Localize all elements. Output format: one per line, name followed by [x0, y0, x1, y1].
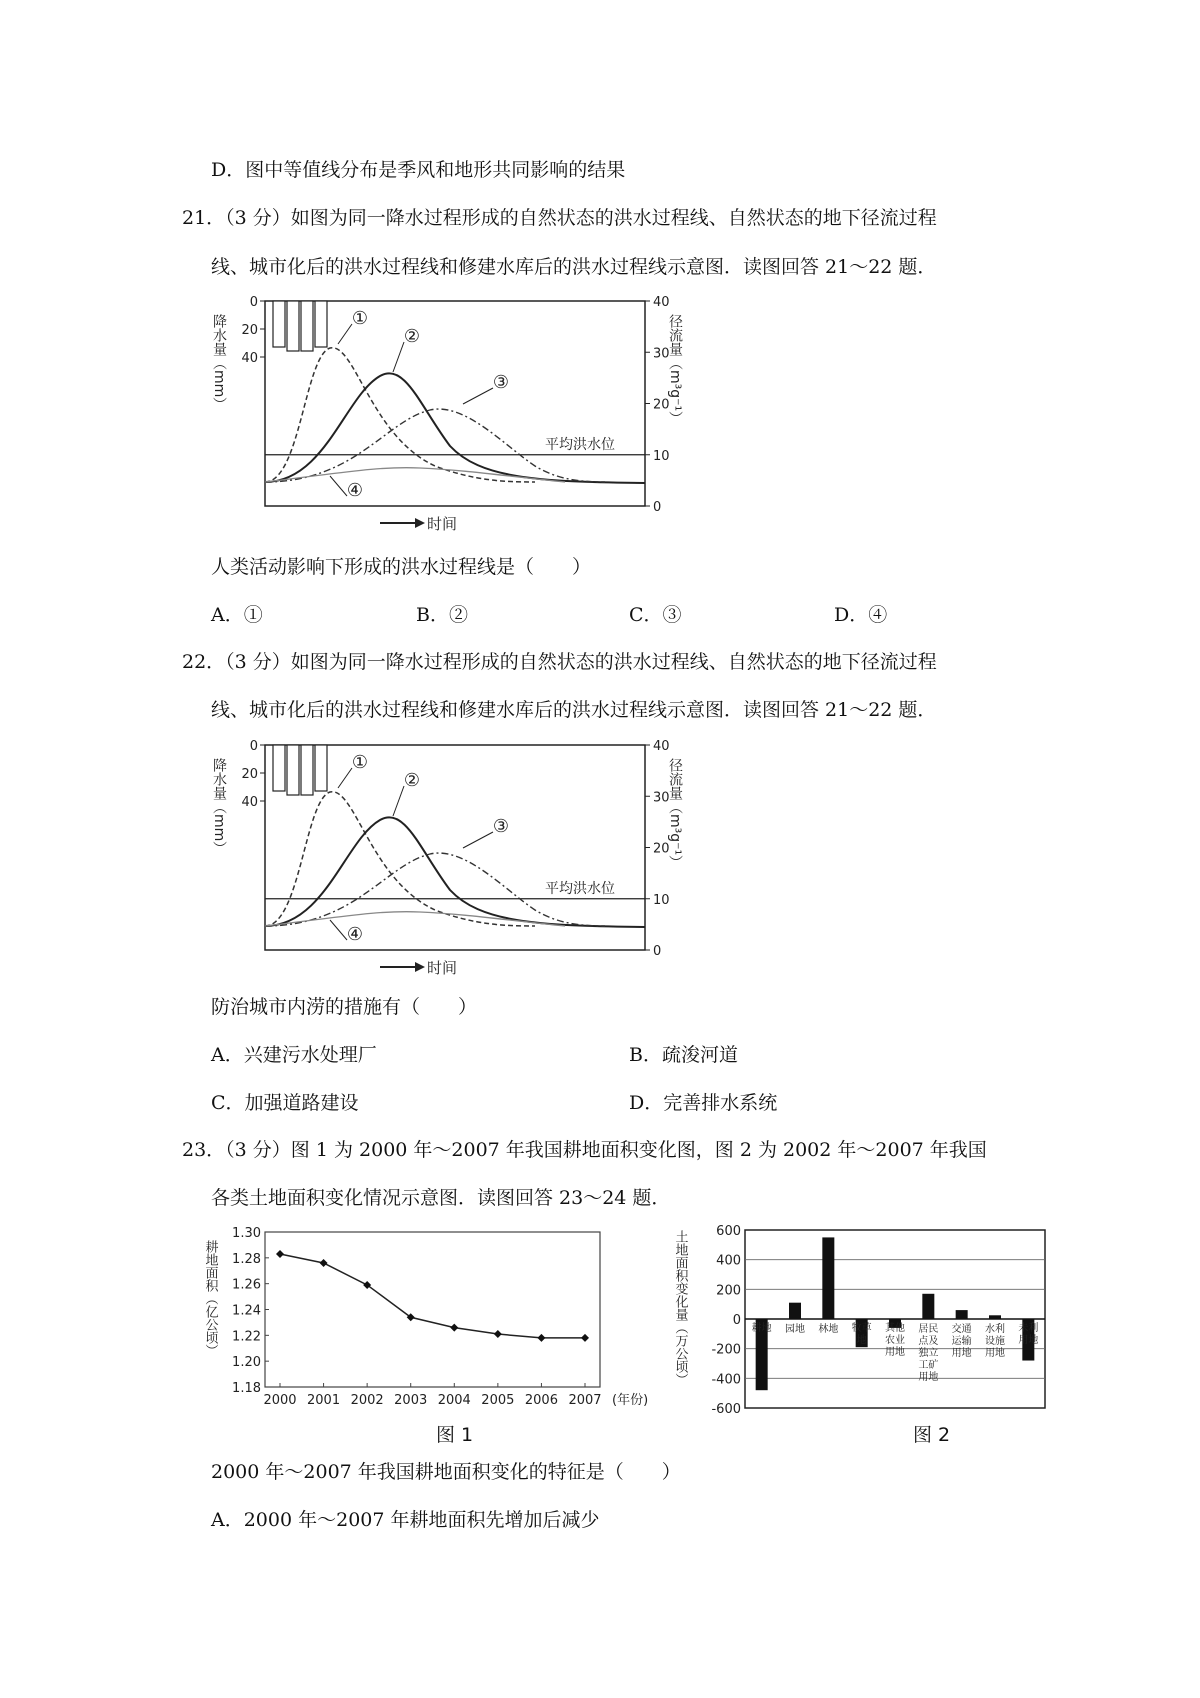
time-arrow-head — [415, 962, 425, 972]
q21-question: 人类活动影响下形成的洪水过程线是（ ） — [211, 556, 592, 578]
right-axis-label: 径流量（m³g⁻¹） — [667, 314, 683, 426]
fig1-point — [276, 1250, 284, 1258]
fig2-bar — [922, 1294, 934, 1319]
right-tick-label: 10 — [653, 448, 670, 464]
q21-option-d[interactable]: D．④ — [834, 604, 888, 626]
mean-flood-label: 平均洪水位 — [545, 436, 615, 453]
curve-4 — [265, 912, 565, 926]
fig2-bar — [822, 1237, 834, 1319]
fig1-frame — [265, 1232, 600, 1387]
fig1-series-line — [280, 1254, 585, 1338]
right-tick-label: 0 — [653, 500, 662, 515]
fig2-category-label: 交通运输用地 — [951, 1324, 972, 1359]
curve-1 — [265, 348, 535, 482]
fig1-ytick-label: 1.24 — [232, 1303, 261, 1319]
fig2-ytick-label: 600 — [716, 1224, 741, 1239]
q21-option-b[interactable]: B．② — [416, 604, 468, 626]
curve-leader — [330, 920, 347, 940]
curve-leader — [393, 786, 404, 816]
fig1-point — [450, 1324, 458, 1332]
fig2-ytick-label: -400 — [711, 1372, 741, 1388]
q21-options — [211, 603, 1011, 627]
curve-1-label: ① — [351, 752, 369, 773]
curve-1-label: ① — [351, 308, 369, 329]
fig2-bar — [989, 1315, 1001, 1319]
curve-4-label: ④ — [346, 924, 364, 945]
curve-2-label: ② — [403, 770, 421, 791]
fig1-xtick-label: 2004 — [437, 1393, 471, 1408]
q23-option-a[interactable]: A．2000 年～2007 年耕地面积先增加后减少 — [211, 1509, 600, 1531]
curve-3-label: ③ — [492, 816, 510, 837]
left-tick-label: 20 — [241, 767, 258, 782]
curve-3-label: ③ — [492, 372, 510, 393]
fig2-category-label: 居民点及独立工矿用地 — [918, 1324, 939, 1383]
left-tick-label: 0 — [249, 739, 258, 754]
fig1-xtick-label: 2002 — [350, 1393, 384, 1408]
q22-option-d[interactable]: D．完善排水系统 — [629, 1092, 778, 1114]
curve-leader — [330, 476, 347, 496]
q22-option-c[interactable]: C．加强道路建设 — [211, 1092, 359, 1114]
q23-stem-line2: 各类土地面积变化情况示意图．读图回答 23～24 题． — [211, 1187, 671, 1209]
q22-hydrograph — [205, 740, 705, 990]
right-tick-label: 40 — [653, 295, 670, 310]
left-tick-label: 40 — [241, 351, 258, 366]
q23-question: 2000 年～2007 年我国耕地面积变化的特征是（ ） — [211, 1461, 681, 1483]
q21-option-a[interactable]: A．① — [211, 604, 263, 626]
curve-leader — [338, 768, 352, 788]
fig1-xtick-label: 2003 — [394, 1393, 428, 1408]
left-tick-label: 20 — [241, 323, 258, 338]
fig2-bar — [956, 1310, 968, 1319]
fig1-ytick-label: 1.26 — [232, 1277, 261, 1293]
right-tick-label: 40 — [653, 739, 670, 754]
fig2-bar — [789, 1303, 801, 1319]
curve-leader — [463, 832, 493, 848]
q21-stem-line1: 21．（3 分）如图为同一降水过程形成的自然状态的洪水过程线、自然状态的地下径流过程 — [182, 207, 937, 229]
curve-4-label: ④ — [346, 480, 364, 501]
fig2-ylabel: 土地面积变化量（万公顷） — [672, 1230, 688, 1386]
fig1-farmland-chart — [202, 1222, 675, 1422]
mean-flood-label: 平均洪水位 — [545, 880, 615, 897]
fig2-ytick-label: 400 — [716, 1253, 741, 1269]
left-tick-label: 0 — [249, 295, 258, 310]
fig1-point — [581, 1334, 589, 1342]
time-label: 时间 — [427, 959, 458, 977]
fig2-ytick-label: -200 — [711, 1342, 741, 1358]
fig1-xtick-label: 2005 — [481, 1393, 515, 1408]
curve-2 — [265, 817, 645, 927]
precip-bar — [301, 301, 313, 351]
q22-options-row1 — [211, 1043, 1011, 1067]
fig2-category-label: 园地 — [785, 1324, 805, 1335]
fig2-category-label: 耕地 — [751, 1323, 772, 1334]
q22-option-a[interactable]: A．兴建污水处理厂 — [211, 1044, 377, 1066]
curve-2 — [265, 373, 645, 483]
q23-stem-line1: 23．（3 分）图 1 为 2000 年～2007 年我国耕地面积变化图，图 2 为 2002 年～2007 年我国 — [182, 1139, 987, 1161]
q22-options-row2 — [211, 1091, 1011, 1115]
fig2-caption: 图 2 — [913, 1424, 951, 1446]
fig1-xtick-label: 2007 — [568, 1393, 602, 1408]
fig2-category-label: 牧草地 — [851, 1323, 872, 1346]
left-axis-label: 降水量（mm） — [211, 758, 227, 856]
q22-stem-line1: 22．（3 分）如图为同一降水过程形成的自然状态的洪水过程线、自然状态的地下径流过程 — [182, 651, 937, 673]
right-tick-label: 20 — [653, 397, 670, 413]
q21-option-c[interactable]: C．③ — [629, 604, 682, 626]
right-tick-label: 30 — [653, 346, 670, 362]
curve-leader — [463, 388, 493, 404]
q22-stem-line2: 线、城市化后的洪水过程线和修建水库后的洪水过程线示意图．读图回答 21～22 题． — [211, 699, 937, 721]
precip-bar — [301, 745, 313, 795]
precip-bar — [287, 745, 299, 795]
curve-1 — [265, 792, 535, 926]
fig2-ytick-label: 200 — [716, 1283, 741, 1299]
fig1-caption: 图 1 — [436, 1424, 474, 1446]
fig2-category-label: 未利用地 — [1018, 1323, 1039, 1346]
fig1-point — [320, 1259, 328, 1267]
curve-4 — [265, 468, 565, 482]
fig2-category-label: 水利设施用地 — [985, 1324, 1005, 1359]
fig1-ylabel: 耕地面积（亿公顷） — [202, 1240, 218, 1357]
right-tick-label: 20 — [653, 841, 670, 857]
fig1-xtick-label: 2001 — [307, 1393, 341, 1408]
time-label: 时间 — [427, 515, 458, 533]
q21-hydrograph — [205, 296, 705, 546]
fig2-category-label: 其他农业用地 — [885, 1323, 905, 1358]
q20-option-d: D．图中等值线分布是季风和地形共同影响的结果 — [211, 159, 626, 181]
left-axis-label: 降水量（mm） — [211, 314, 227, 412]
curve-2-label: ② — [403, 326, 421, 347]
fig2-ytick-label: 0 — [732, 1313, 741, 1328]
precip-bar — [287, 301, 299, 351]
precip-bar — [315, 301, 327, 347]
fig2-ytick-label: -600 — [711, 1402, 741, 1417]
fig1-xtick-label: 2000 — [263, 1393, 297, 1408]
q22-option-b[interactable]: B．疏浚河道 — [629, 1044, 738, 1066]
fig1-ytick-label: 1.18 — [232, 1381, 261, 1396]
fig1-point — [537, 1334, 545, 1342]
right-tick-label: 0 — [653, 944, 662, 959]
fig2-category-label: 林地 — [818, 1324, 839, 1335]
fig1-xlabel: (年份) — [612, 1393, 649, 1408]
curve-leader — [393, 342, 404, 372]
right-tick-label: 10 — [653, 892, 670, 908]
right-axis-label: 径流量（m³g⁻¹） — [667, 758, 683, 870]
precip-bar — [273, 745, 285, 791]
right-tick-label: 30 — [653, 790, 670, 806]
fig1-xtick-label: 2006 — [524, 1393, 558, 1408]
left-tick-label: 40 — [241, 795, 258, 810]
fig1-ytick-label: 1.22 — [232, 1329, 261, 1345]
q22-question: 防治城市内涝的措施有（ ） — [211, 996, 478, 1018]
fig1-point — [494, 1330, 502, 1338]
precip-bar — [315, 745, 327, 791]
q21-stem-line2: 线、城市化后的洪水过程线和修建水库后的洪水过程线示意图．读图回答 21～22 题． — [211, 256, 937, 278]
precip-bar — [273, 301, 285, 347]
time-arrow-head — [415, 518, 425, 528]
fig1-ytick-label: 1.20 — [232, 1355, 261, 1371]
curve-leader — [338, 324, 352, 344]
fig1-ytick-label: 1.28 — [232, 1251, 261, 1267]
fig2-land-change-chart — [672, 1222, 1050, 1422]
fig1-ytick-label: 1.30 — [232, 1226, 261, 1241]
